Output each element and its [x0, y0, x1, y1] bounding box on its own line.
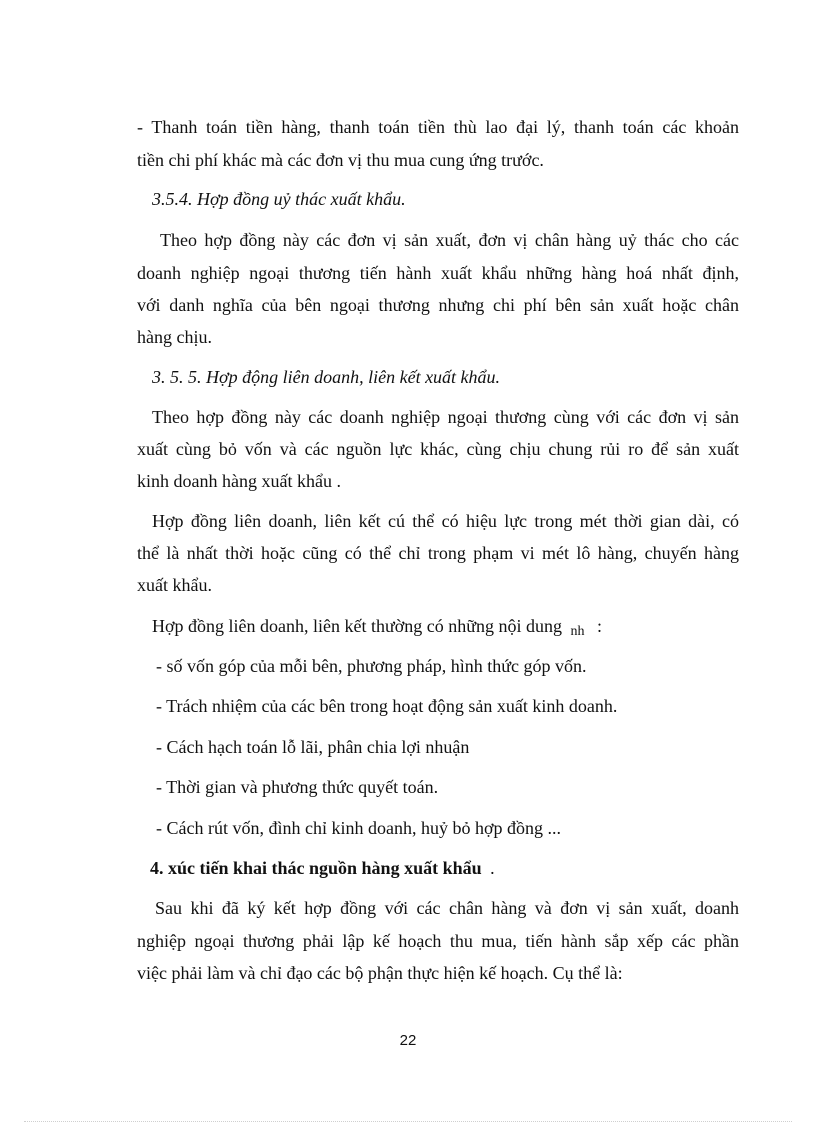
section-heading-4	[150, 857, 495, 879]
paragraph-4-line-3: xuất khẩu.	[137, 575, 212, 595]
paragraph-3-line-2: xuất cùng bỏ vốn và các nguồn lực khác, cùng chịu chung rủi ro để sản xuất	[137, 439, 739, 459]
page-bottom-divider	[24, 1121, 792, 1122]
paragraph-6-line-2: nghiệp ngoại thương phải lập kế hoạch thu mua, tiến hành sắp xếp các phần	[137, 931, 739, 951]
paragraph-3-line-1: Theo hợp đồng này các doanh nghiệp ngoại thương cùng với các đơn vị sản	[152, 407, 739, 427]
section-heading-4-text: 4. xúc tiến khai thác nguồn hàng xuất khẩu	[150, 858, 482, 878]
list-item: - Trách nhiệm của các bên trong hoạt động sản xuất kinh doanh.	[156, 696, 618, 716]
section-heading-3-5-5: 3. 5. 5. Hợp động liên doanh, liên kết xuất khẩu.	[152, 367, 501, 387]
list-item: - Cách rút vốn, đình chỉ kinh doanh, huỷ bỏ hợp đồng ...	[156, 818, 561, 838]
paragraph-5-line	[152, 615, 602, 640]
section-heading-4-trailing: .	[490, 858, 495, 878]
paragraph-2-line-2: doanh nghiệp ngoại thương tiến hành xuất khẩu những hàng hoá nhất định,	[137, 263, 739, 283]
paragraph-5-colon: :	[597, 616, 603, 636]
paragraph-2-line-3: với danh nghĩa của bên ngoại thương nhưng chi phí bên sản xuất hoặc chân	[137, 295, 739, 315]
paragraph-1-line-1: - Thanh toán tiền hàng, thanh toán tiền thù lao đại lý, thanh toán các khoản	[137, 117, 739, 137]
paragraph-1-line-2: tiền chi phí khác mà các đơn vị thu mua cung ứng trước.	[137, 150, 544, 170]
list-item: - Cách hạch toán lỗ lãi, phân chia lợi nhuận	[156, 737, 470, 757]
paragraph-3-line-3: kinh doanh hàng xuất khẩu .	[137, 471, 341, 491]
page-number: 22	[399, 1032, 417, 1049]
paragraph-5-fragment: nh	[570, 624, 585, 639]
list-item: - số vốn góp của mỗi bên, phương pháp, hình thức góp vốn.	[156, 656, 587, 676]
paragraph-5-intro: Hợp đồng liên doanh, liên kết thường có những nội dung	[152, 616, 563, 636]
paragraph-2-line-1: Theo hợp đồng này các đơn vị sản xuất, đơn vị chân hàng uỷ thác cho các	[160, 230, 739, 250]
section-heading-3-5-4: 3.5.4. Hợp đồng uỷ thác xuất khẩu.	[152, 189, 406, 209]
paragraph-6-line-3: việc phải làm và chỉ đạo các bộ phận thực hiện kế hoạch. Cụ thể là:	[137, 963, 623, 983]
paragraph-4-line-2: thể là nhất thời hoặc cũng có thể chỉ trong phạm vi mét lô hàng, chuyến hàng	[137, 543, 739, 563]
paragraph-2-line-4: hàng chịu.	[137, 327, 212, 347]
paragraph-6-line-1: Sau khi đã ký kết hợp đồng với các chân hàng và đơn vị sản xuất, doanh	[155, 898, 739, 918]
paragraph-4-line-1: Hợp đồng liên doanh, liên kết cú thể có hiệu lực trong mét thời gian dài, có	[152, 511, 739, 531]
list-item: - Thời gian và phương thức quyết toán.	[156, 777, 439, 797]
